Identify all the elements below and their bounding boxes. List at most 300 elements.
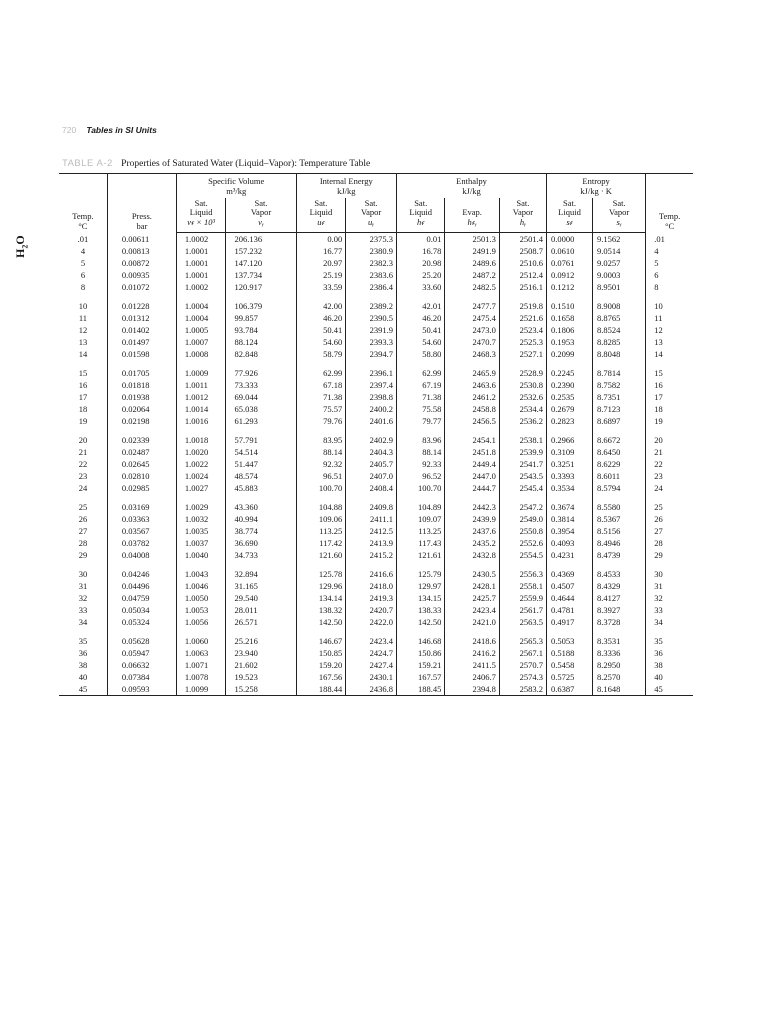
cell-sf: 0.2823 (547, 415, 593, 427)
cell-hf: 109.07 (397, 513, 445, 525)
table-row (59, 647, 693, 659)
cell-uf: 67.18 (296, 379, 346, 391)
table-row (59, 360, 693, 379)
cell-hg: 2552.6 (499, 537, 546, 549)
cell-temp-right: 13 (654, 336, 663, 347)
cell-hfg: 2487.2 (445, 269, 499, 281)
header-enthalpy: Enthalpy kJ/kg (397, 174, 547, 198)
cell-vg: 34.733 (226, 549, 296, 561)
cell-hg: 2510.6 (499, 257, 546, 269)
cell-temp-right: 20 (654, 434, 663, 445)
cell-vf: 1.0027 (176, 482, 226, 494)
cell-temp: 26 (59, 513, 107, 525)
cell-sf: 0.1658 (547, 312, 593, 324)
cell-ug: 2375.3 (346, 232, 397, 245)
cell-uf: 138.32 (296, 604, 346, 616)
cell-sf: 0.2245 (547, 360, 593, 379)
cell-hg: 2543.5 (499, 470, 546, 482)
cell-press: 0.05034 (107, 604, 176, 616)
cell-hg: 2565.3 (499, 628, 546, 647)
cell-hf: 146.68 (397, 628, 445, 647)
cell-ug: 2411.1 (346, 513, 397, 525)
running-head (62, 125, 157, 135)
cell-uf: 113.25 (296, 525, 346, 537)
header-specific-volume: Specific Volume m³/kg (176, 174, 296, 198)
cell-temp-right: 36 (654, 647, 663, 658)
cell-temp-right: .01 (654, 233, 665, 244)
cell-temp: 36 (59, 647, 107, 659)
cell-temp-right: 6 (654, 269, 659, 280)
table-row (59, 458, 693, 470)
cell-hg: 2525.3 (499, 336, 546, 348)
cell-temp: 15 (59, 360, 107, 379)
cell-hg: 2567.1 (499, 647, 546, 659)
cell-vg: 40.994 (226, 513, 296, 525)
cell-uf: 83.95 (296, 427, 346, 446)
cell-vg: 73.333 (226, 379, 296, 391)
cell-sg: 8.2570 (592, 671, 645, 683)
cell-ug: 2398.8 (346, 391, 397, 403)
cell-hg: 2536.2 (499, 415, 546, 427)
cell-uf: 25.19 (296, 269, 346, 281)
cell-sg: 8.7582 (592, 379, 645, 391)
cell-press: 0.01705 (107, 360, 176, 379)
cell-temp: 45 (59, 683, 107, 696)
cell-vg: 93.784 (226, 324, 296, 336)
cell-temp-right: 4 (654, 245, 659, 256)
cell-hfg: 2406.7 (445, 671, 499, 683)
cell-sf: 0.2966 (547, 427, 593, 446)
cell-hf: 46.20 (397, 312, 445, 324)
cell-hg: 2532.6 (499, 391, 546, 403)
table-number: TABLE A-2 (62, 158, 113, 169)
cell-sf: 0.5458 (547, 659, 593, 671)
cell-temp-right: 27 (654, 525, 663, 536)
cell-vg: 48.574 (226, 470, 296, 482)
cell-hf: 25.20 (397, 269, 445, 281)
cell-press: 0.02645 (107, 458, 176, 470)
header-press: Press. bar (107, 174, 176, 232)
header-internal-energy: Internal Energy kJ/kg (296, 174, 396, 198)
cell-ug: 2407.0 (346, 470, 397, 482)
cell-press: 0.01598 (107, 348, 176, 360)
running-head-title: Tables in SI Units (86, 125, 157, 135)
cell-temp-right: 19 (654, 415, 663, 426)
cell-vf: 1.0029 (176, 494, 226, 513)
cell-press: 0.02985 (107, 482, 176, 494)
cell-sf: 0.4507 (547, 580, 593, 592)
cell-temp-right: 11 (654, 312, 663, 323)
cell-vg: 137.734 (226, 269, 296, 281)
cell-hf: 167.57 (397, 671, 445, 683)
cell-temp-right: 21 (654, 446, 663, 457)
cell-uf: 71.38 (296, 391, 346, 403)
cell-sf: 0.1806 (547, 324, 593, 336)
cell-sg: 8.1648 (592, 683, 645, 696)
cell-sg: 8.7351 (592, 391, 645, 403)
cell-uf: 50.41 (296, 324, 346, 336)
cell-sg: 8.3336 (592, 647, 645, 659)
cell-press: 0.04008 (107, 549, 176, 561)
cell-press: 0.01072 (107, 281, 176, 293)
table-row (59, 537, 693, 549)
table-title: Properties of Saturated Water (Liquid–Vapor): Temperature Table (121, 159, 371, 169)
cell-hg: 2541.7 (499, 458, 546, 470)
cell-hfg: 2430.5 (445, 561, 499, 580)
cell-press: 0.09593 (107, 683, 176, 696)
cell-vf: 1.0043 (176, 561, 226, 580)
cell-vf: 1.0037 (176, 537, 226, 549)
cell-temp-right: 34 (654, 616, 663, 627)
cell-press: 0.02339 (107, 427, 176, 446)
cell-vf: 1.0020 (176, 446, 226, 458)
cell-vf: 1.0001 (176, 269, 226, 281)
cell-vf: 1.0007 (176, 336, 226, 348)
cell-vf: 1.0009 (176, 360, 226, 379)
cell-vf: 1.0024 (176, 470, 226, 482)
cell-hg: 2563.5 (499, 616, 546, 628)
table-row (59, 245, 693, 257)
cell-temp-right: 16 (654, 379, 663, 390)
cell-hfg: 2428.1 (445, 580, 499, 592)
header-temp-right: Temp. °C (658, 210, 681, 231)
cell-hg: 2501.4 (499, 232, 546, 245)
cell-temp-right: 18 (654, 403, 663, 414)
cell-hf: 150.86 (397, 647, 445, 659)
cell-temp: 11 (59, 312, 107, 324)
cell-vg: 99.857 (226, 312, 296, 324)
cell-sf: 0.3393 (547, 470, 593, 482)
cell-sf: 0.0610 (547, 245, 593, 257)
cell-sf: 0.3674 (547, 494, 593, 513)
cell-hg: 2528.9 (499, 360, 546, 379)
cell-hfg: 2432.8 (445, 549, 499, 561)
cell-vf: 1.0035 (176, 525, 226, 537)
cell-hf: 79.77 (397, 415, 445, 427)
cell-ug: 2391.9 (346, 324, 397, 336)
cell-temp: 40 (59, 671, 107, 683)
cell-temp: 16 (59, 379, 107, 391)
table-row (59, 549, 693, 561)
cell-sg: 8.3927 (592, 604, 645, 616)
cell-temp: 33 (59, 604, 107, 616)
cell-hg: 2508.7 (499, 245, 546, 257)
cell-vf: 1.0056 (176, 616, 226, 628)
cell-uf: 125.78 (296, 561, 346, 580)
cell-hfg: 2470.7 (445, 336, 499, 348)
cell-hfg: 2418.6 (445, 628, 499, 647)
cell-sf: 0.2679 (547, 403, 593, 415)
cell-sf: 0.2390 (547, 379, 593, 391)
cell-sf: 0.0912 (547, 269, 593, 281)
cell-hf: 42.01 (397, 293, 445, 312)
table-row (59, 391, 693, 403)
table-row (59, 415, 693, 427)
cell-hf: 121.61 (397, 549, 445, 561)
cell-hg: 2538.1 (499, 427, 546, 446)
cell-hf: 50.41 (397, 324, 445, 336)
table-row (59, 403, 693, 415)
cell-hfg: 2465.9 (445, 360, 499, 379)
cell-press: 0.01818 (107, 379, 176, 391)
header-hfg: Evap. hᵳᵧ (445, 198, 499, 233)
cell-temp-right: 15 (654, 367, 663, 378)
cell-temp-right: 24 (654, 482, 663, 493)
cell-vg: 54.514 (226, 446, 296, 458)
cell-sg: 9.0003 (592, 269, 645, 281)
cell-sg: 8.6672 (592, 427, 645, 446)
cell-temp-right: 26 (654, 513, 663, 524)
cell-press: 0.07384 (107, 671, 176, 683)
cell-uf: 62.99 (296, 360, 346, 379)
cell-temp: 13 (59, 336, 107, 348)
table-row (59, 482, 693, 494)
cell-sg: 8.9008 (592, 293, 645, 312)
cell-sf: 0.1212 (547, 281, 593, 293)
cell-sg: 8.2950 (592, 659, 645, 671)
cell-hg: 2561.7 (499, 604, 546, 616)
cell-temp: 10 (59, 293, 107, 312)
cell-temp: 28 (59, 537, 107, 549)
table-row (59, 312, 693, 324)
cell-press: 0.00872 (107, 257, 176, 269)
cell-press: 0.01497 (107, 336, 176, 348)
cell-vf: 1.0001 (176, 257, 226, 269)
cell-vf: 1.0046 (176, 580, 226, 592)
cell-sf: 0.4369 (547, 561, 593, 580)
cell-vf: 1.0053 (176, 604, 226, 616)
cell-uf: 188.44 (296, 683, 346, 696)
cell-ug: 2402.9 (346, 427, 397, 446)
header-sg: Sat. Vapor sᵧ (592, 198, 645, 233)
cell-hg: 2534.4 (499, 403, 546, 415)
cell-vg: 26.571 (226, 616, 296, 628)
cell-uf: 79.76 (296, 415, 346, 427)
table-row (59, 232, 693, 245)
cell-sf: 0.0000 (547, 232, 593, 245)
cell-hfg: 2425.7 (445, 592, 499, 604)
cell-hg: 2556.3 (499, 561, 546, 580)
cell-vg: 32.894 (226, 561, 296, 580)
cell-vf: 1.0099 (176, 683, 226, 696)
cell-hf: 96.52 (397, 470, 445, 482)
table-caption (62, 158, 370, 169)
cell-hfg: 2423.4 (445, 604, 499, 616)
cell-ug: 2405.7 (346, 458, 397, 470)
cell-hf: 83.96 (397, 427, 445, 446)
cell-ug: 2383.6 (346, 269, 397, 281)
cell-hg: 2539.9 (499, 446, 546, 458)
cell-ug: 2415.2 (346, 549, 397, 561)
table-row (59, 616, 693, 628)
cell-hf: 129.97 (397, 580, 445, 592)
cell-hf: 100.70 (397, 482, 445, 494)
cell-hf: 159.21 (397, 659, 445, 671)
cell-sg: 8.3531 (592, 628, 645, 647)
cell-ug: 2424.7 (346, 647, 397, 659)
cell-ug: 2404.3 (346, 446, 397, 458)
cell-vg: 38.774 (226, 525, 296, 537)
cell-hf: 71.38 (397, 391, 445, 403)
cell-vg: 206.136 (226, 232, 296, 245)
table-row (59, 513, 693, 525)
cell-hf: 113.25 (397, 525, 445, 537)
cell-uf: 104.88 (296, 494, 346, 513)
cell-press: 0.03782 (107, 537, 176, 549)
cell-press: 0.01228 (107, 293, 176, 312)
header-ug: Sat. Vapor uᵧ (346, 198, 397, 233)
cell-uf: 121.60 (296, 549, 346, 561)
cell-temp-right: 31 (654, 580, 663, 591)
cell-hfg: 2463.6 (445, 379, 499, 391)
cell-hf: 104.89 (397, 494, 445, 513)
cell-temp-right: 12 (654, 324, 663, 335)
cell-hfg: 2456.5 (445, 415, 499, 427)
cell-hfg: 2416.2 (445, 647, 499, 659)
cell-sf: 0.4644 (547, 592, 593, 604)
table-row (59, 446, 693, 458)
header-hf: Sat. Liquid hᵳ (397, 198, 445, 233)
header-vg: Sat. Vapor vᵧ (226, 198, 296, 233)
cell-vf: 1.0005 (176, 324, 226, 336)
cell-hfg: 2477.7 (445, 293, 499, 312)
cell-ug: 2393.3 (346, 336, 397, 348)
cell-uf: 117.42 (296, 537, 346, 549)
cell-temp: 21 (59, 446, 107, 458)
cell-sg: 8.9501 (592, 281, 645, 293)
cell-press: 0.00935 (107, 269, 176, 281)
cell-ug: 2400.2 (346, 403, 397, 415)
cell-vg: 15.258 (226, 683, 296, 696)
cell-ug: 2401.6 (346, 415, 397, 427)
cell-temp: 38 (59, 659, 107, 671)
cell-sg: 9.1562 (592, 232, 645, 245)
cell-ug: 2380.9 (346, 245, 397, 257)
cell-hg: 2570.7 (499, 659, 546, 671)
cell-ug: 2390.5 (346, 312, 397, 324)
cell-sg: 8.3728 (592, 616, 645, 628)
cell-press: 0.04496 (107, 580, 176, 592)
cell-uf: 129.96 (296, 580, 346, 592)
cell-press: 0.03567 (107, 525, 176, 537)
header-sf: Sat. Liquid sᵳ (547, 198, 593, 233)
cell-press: 0.04759 (107, 592, 176, 604)
cell-sf: 0.3109 (547, 446, 593, 458)
cell-vg: 147.120 (226, 257, 296, 269)
cell-temp-right: 40 (654, 671, 663, 682)
cell-press: 0.01938 (107, 391, 176, 403)
cell-sg: 9.0257 (592, 257, 645, 269)
cell-temp: 35 (59, 628, 107, 647)
cell-vf: 1.0063 (176, 647, 226, 659)
cell-sf: 0.5188 (547, 647, 593, 659)
cell-vf: 1.0016 (176, 415, 226, 427)
cell-hf: 20.98 (397, 257, 445, 269)
cell-vg: 57.791 (226, 427, 296, 446)
cell-uf: 167.56 (296, 671, 346, 683)
cell-ug: 2413.9 (346, 537, 397, 549)
cell-hfg: 2437.6 (445, 525, 499, 537)
cell-uf: 42.00 (296, 293, 346, 312)
cell-vf: 1.0060 (176, 628, 226, 647)
cell-hg: 2545.4 (499, 482, 546, 494)
cell-hfg: 2439.9 (445, 513, 499, 525)
cell-hfg: 2491.9 (445, 245, 499, 257)
cell-vf: 1.0002 (176, 281, 226, 293)
cell-sf: 0.4231 (547, 549, 593, 561)
cell-vg: 69.044 (226, 391, 296, 403)
cell-sg: 8.8765 (592, 312, 645, 324)
cell-vf: 1.0050 (176, 592, 226, 604)
cell-hfg: 2421.0 (445, 616, 499, 628)
cell-hg: 2549.0 (499, 513, 546, 525)
table-row (59, 580, 693, 592)
cell-vf: 1.0022 (176, 458, 226, 470)
cell-hf: 67.19 (397, 379, 445, 391)
cell-hg: 2527.1 (499, 348, 546, 360)
cell-temp: 6 (59, 269, 107, 281)
cell-sg: 8.8285 (592, 336, 645, 348)
cell-hf: 54.60 (397, 336, 445, 348)
saturated-water-table (59, 173, 693, 696)
cell-temp-right: 35 (654, 635, 663, 646)
cell-sg: 8.5367 (592, 513, 645, 525)
cell-temp-right: 28 (654, 537, 663, 548)
cell-uf: 75.57 (296, 403, 346, 415)
cell-hfg: 2461.2 (445, 391, 499, 403)
cell-ug: 2386.4 (346, 281, 397, 293)
cell-hfg: 2454.1 (445, 427, 499, 446)
cell-temp-right: 22 (654, 458, 663, 469)
cell-temp: 20 (59, 427, 107, 446)
cell-vf: 1.0078 (176, 671, 226, 683)
cell-hg: 2554.5 (499, 549, 546, 561)
cell-vg: 82.848 (226, 348, 296, 360)
cell-temp: 31 (59, 580, 107, 592)
table-row (59, 561, 693, 580)
cell-sf: 0.4093 (547, 537, 593, 549)
cell-uf: 159.20 (296, 659, 346, 671)
cell-sf: 0.5725 (547, 671, 593, 683)
header-temp: Temp. °C (59, 174, 107, 232)
cell-vg: 65.038 (226, 403, 296, 415)
cell-vg: 77.926 (226, 360, 296, 379)
cell-vg: 157.232 (226, 245, 296, 257)
cell-uf: 0.00 (296, 232, 346, 245)
cell-vg: 21.602 (226, 659, 296, 671)
cell-hfg: 2442.3 (445, 494, 499, 513)
table-row (59, 525, 693, 537)
table-row (59, 269, 693, 281)
table-body (59, 232, 693, 695)
cell-hf: 125.79 (397, 561, 445, 580)
cell-press: 0.00813 (107, 245, 176, 257)
cell-hf: 16.78 (397, 245, 445, 257)
header-hg: Sat. Vapor hᵧ (499, 198, 546, 233)
cell-temp-right: 25 (654, 501, 663, 512)
cell-sg: 8.6011 (592, 470, 645, 482)
cell-temp: 4 (59, 245, 107, 257)
cell-temp: 30 (59, 561, 107, 580)
cell-temp: 23 (59, 470, 107, 482)
cell-sg: 8.6450 (592, 446, 645, 458)
table-row (59, 683, 693, 696)
cell-sg: 8.7814 (592, 360, 645, 379)
cell-vf: 1.0032 (176, 513, 226, 525)
cell-sg: 8.8524 (592, 324, 645, 336)
cell-temp: 17 (59, 391, 107, 403)
cell-temp: 22 (59, 458, 107, 470)
